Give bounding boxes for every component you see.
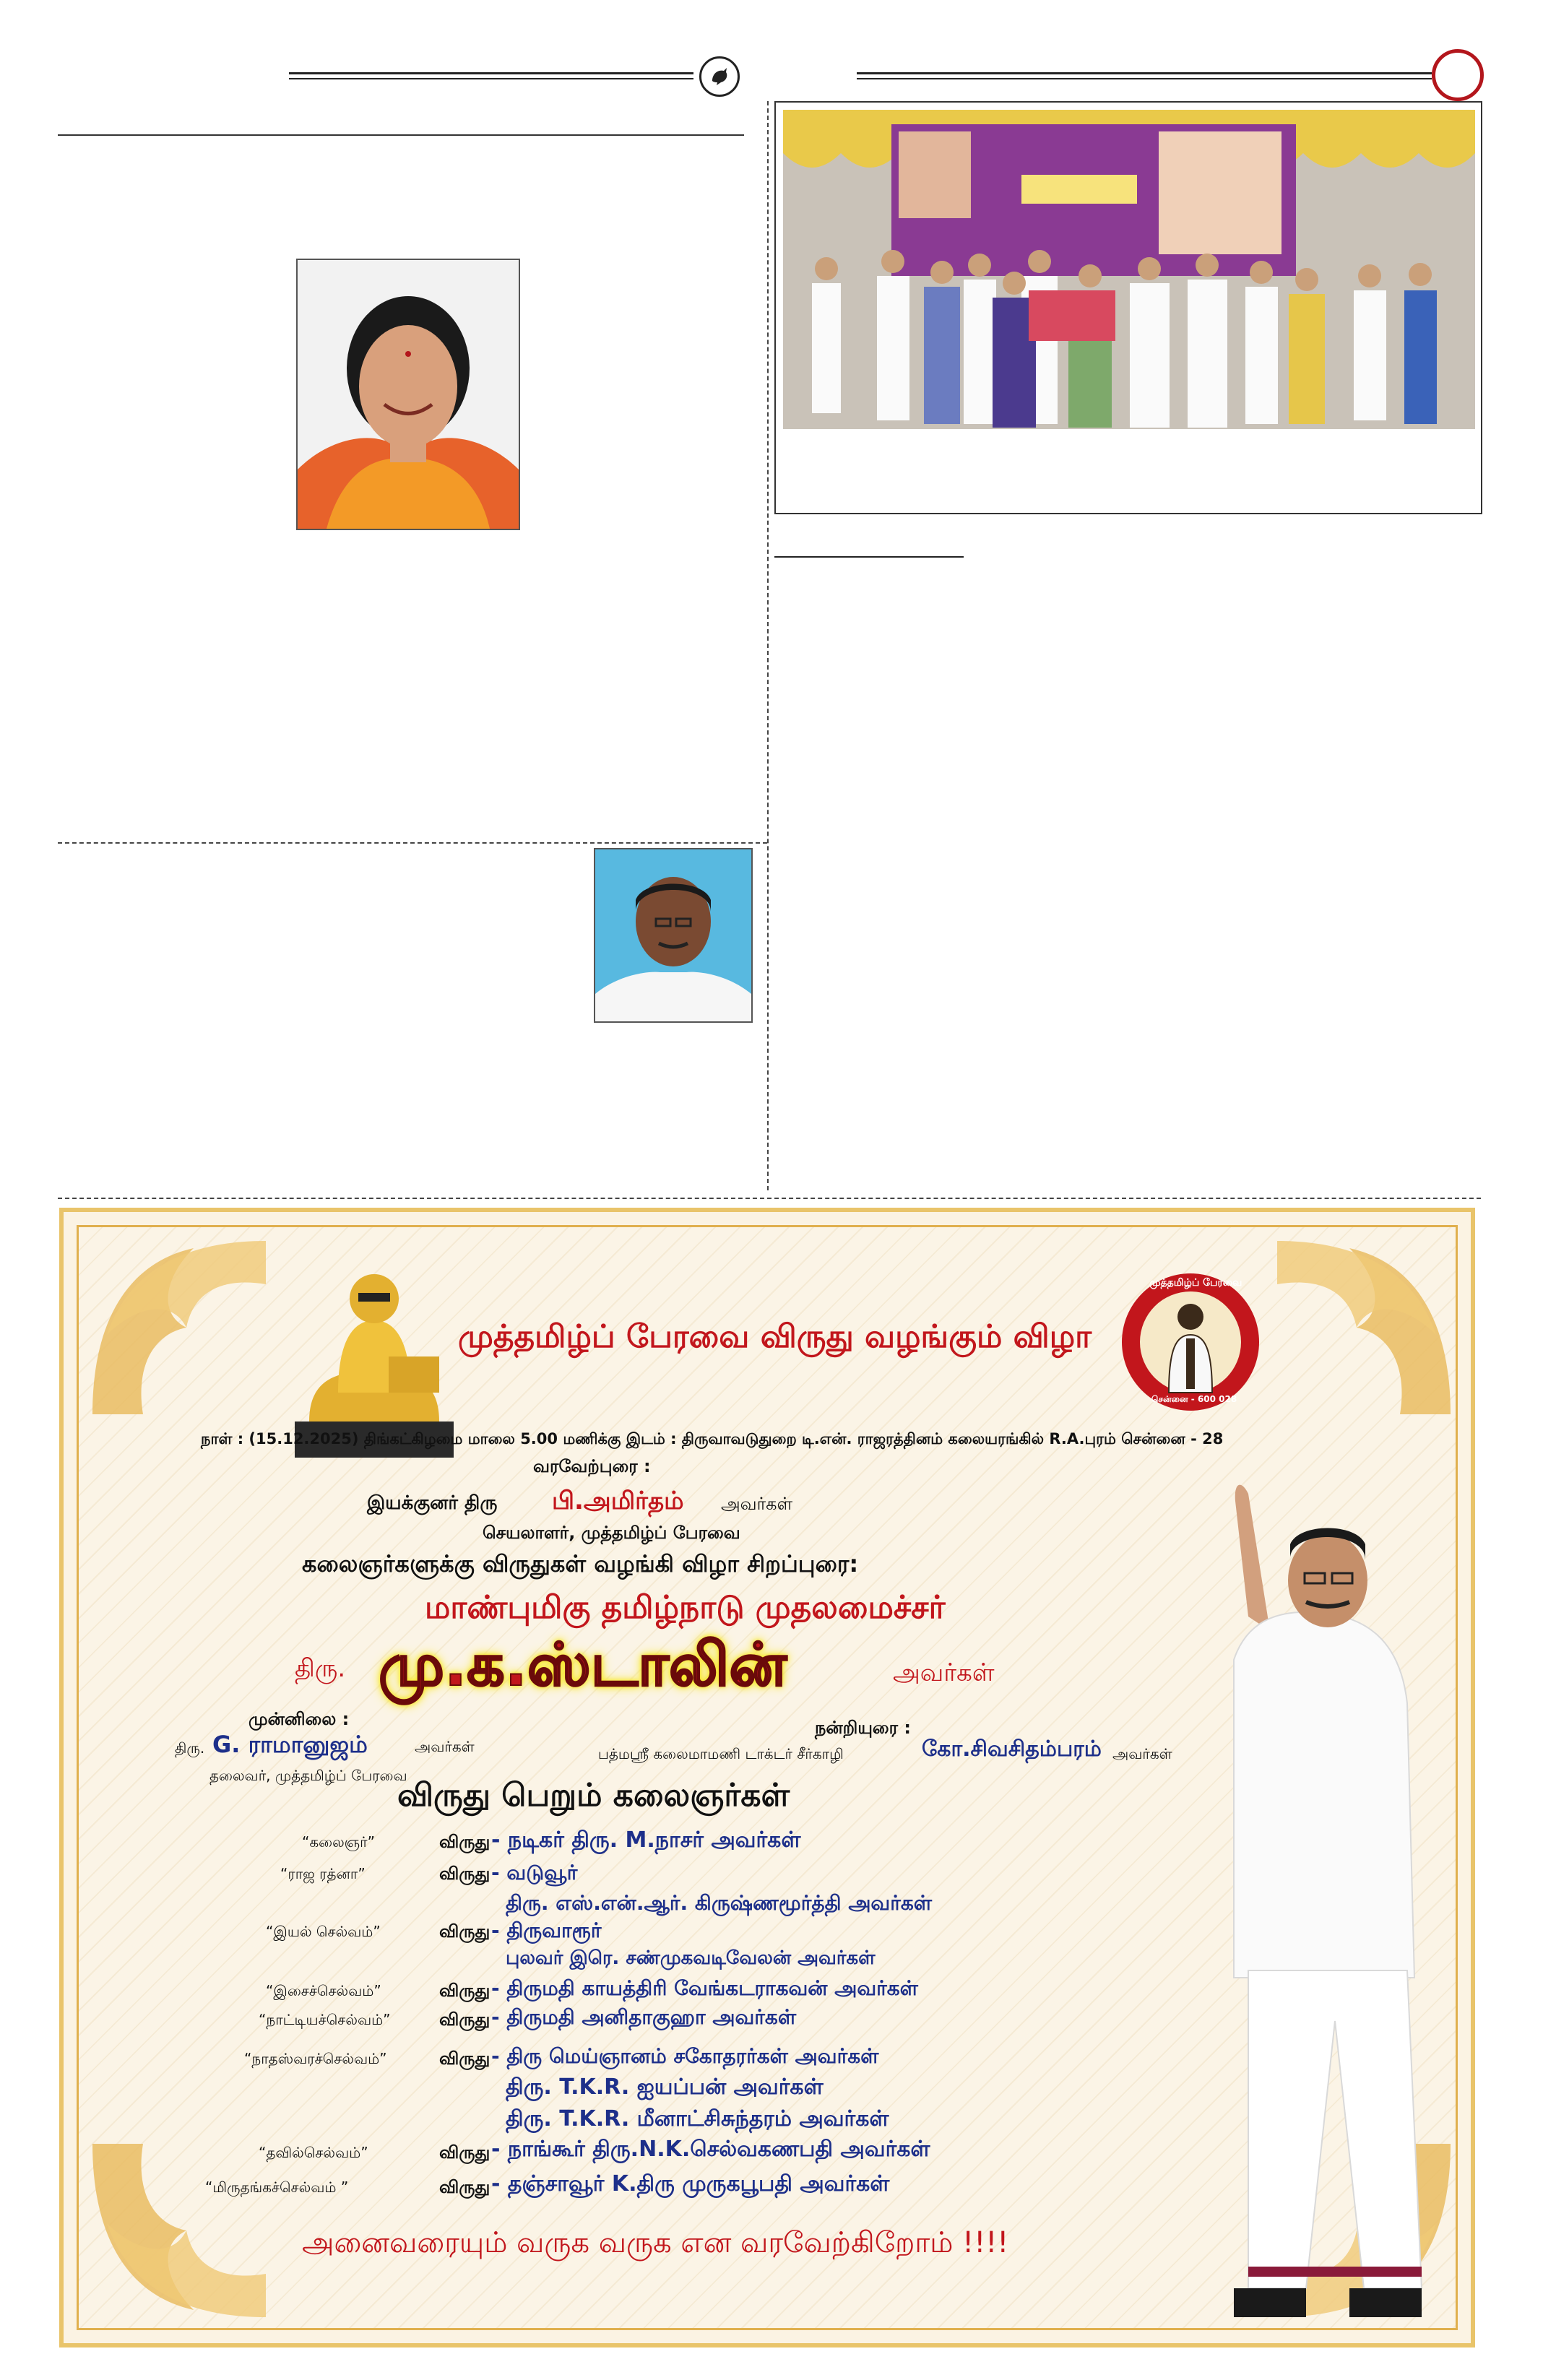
award-word: விருது: [439, 1981, 490, 2001]
muthamizh-peravai-seal-icon: [1118, 1270, 1263, 1414]
award-name: “கலைஞர்”: [302, 1833, 375, 1851]
awardee-line: திரு. T.K.R. மீனாட்சிசுந்தரம் அவர்கள்: [506, 2106, 889, 2132]
corner-flourish-top-left-icon: [85, 1234, 273, 1421]
column-divider: [767, 101, 769, 1190]
thanks-label: நன்றியுரை :: [815, 1718, 911, 1738]
awardee-line: - திருவாரூர்: [491, 1918, 602, 1942]
award-ceremony-photo: [783, 110, 1475, 429]
award-word: விருது: [439, 2142, 490, 2163]
welcome-label: வரவேற்புரை :: [533, 1456, 651, 1476]
thanks-prefix: பத்மஸ்ரீ கலைமாமணி டாக்டர் சீர்காழி: [598, 1745, 844, 1762]
award-word: விருது: [439, 2177, 490, 2197]
chief-minister-photo: [1205, 1472, 1436, 2339]
presidency-suffix: அவர்கள்: [415, 1738, 475, 1755]
seal-text: முத்தமிழ்ப் பேரவை: [1149, 1277, 1242, 1289]
event-photo-box: [774, 101, 1482, 514]
header-rule-right: [857, 72, 1432, 74]
awardee-line: திரு. T.K.R. ஐயப்பன் அவர்கள்: [506, 2074, 824, 2100]
cm-suffix: அவர்கள்: [893, 1658, 995, 1687]
welcome-prefix: இயக்குனர் திரு: [367, 1492, 498, 1514]
award-name: “நாட்டியச்செல்வம்”: [259, 2011, 391, 2028]
thanks-name: கோ.சிவசிதம்பரம்: [922, 1736, 1102, 1762]
award-name: “தவில்செல்வம்”: [259, 2144, 368, 2161]
award-word: விருது: [439, 1864, 490, 1884]
header-rule-left-under: [289, 78, 693, 79]
awardee-line: - நாங்கூர் திரு.N.K.செல்வகணபதி அவர்கள்: [491, 2137, 930, 2162]
award-name: “இசைச்செல்வம்”: [266, 1982, 381, 1999]
man-portrait-photo: [594, 848, 753, 1023]
invitation-title: முத்தமிழ்ப் பேரவை விருது வழங்கும் விழா: [458, 1318, 1092, 1355]
awardee-line: - திருமதி காயத்திரி வேங்கடராகவன் அவர்கள்: [491, 1976, 918, 2000]
award-word: விருது: [439, 2009, 490, 2030]
cm-title: மாண்புமிகு தமிழ்நாடு முதலமைச்சர்: [425, 1589, 946, 1626]
thanks-suffix: அவர்கள்: [1112, 1745, 1172, 1762]
presidency-label: முன்னிலை :: [248, 1709, 350, 1729]
welcome-role: செயலாளர், முத்தமிழ்ப் பேரவை: [483, 1523, 740, 1543]
closing-message: அனைவரையும் வருக வருக என வரவேற்கிறோம் !!!!: [302, 2226, 1009, 2259]
award-name: “ராஜ ரத்னா”: [280, 1865, 366, 1882]
corner-flourish-bottom-left-icon: [85, 2137, 273, 2324]
page-bottom-divider: [58, 1198, 1481, 1199]
welcome-suffix: அவர்கள்: [721, 1494, 793, 1514]
awardees-heading: விருது பெறும் கலைஞர்கள்: [397, 1777, 790, 1814]
award-invitation: [59, 1208, 1475, 2347]
left-column-rule: [58, 134, 744, 136]
award-name: “நாதஸ்வரச்செல்வம்”: [244, 2050, 387, 2067]
award-name: “மிருதங்கச்செல்வம் ”: [205, 2178, 349, 2196]
awardee-line: - நடிகர் திரு. M.நாசர் அவர்கள்: [491, 1827, 801, 1853]
award-word: விருது: [439, 1832, 490, 1852]
presidency-name: G. ராமானுஜம்: [212, 1731, 368, 1758]
awardee-line: திரு. எஸ்.என்.ஆர். கிருஷ்ணமூர்த்தி அவர்கள்: [506, 1891, 933, 1915]
seal-city: சென்னை - 600 028: [1151, 1394, 1237, 1404]
woman-portrait-photo: [296, 259, 520, 530]
presidency-role: தலைவர், முத்தமிழ்ப் பேரவை: [209, 1767, 407, 1784]
award-word: விருது: [439, 1921, 490, 1942]
awardee-line: - திரு மெய்ஞானம் சகோதரர்கள் அவர்கள்: [491, 2044, 879, 2068]
awardee-line: - வடுவூர்: [491, 1861, 578, 1884]
page-number-circle-icon: [1432, 49, 1484, 101]
award-word: விருது: [439, 2048, 490, 2069]
award-name: “இயல் செல்வம்”: [266, 1923, 381, 1940]
corner-flourish-top-right-icon: [1270, 1234, 1458, 1421]
special-address-label: கலைஞர்களுக்கு விருதுகள் வழங்கி விழா சிறப்புரை:: [302, 1550, 859, 1578]
awardee-line: - திருமதி அனிதாகுஹா அவர்கள்: [491, 2005, 797, 2029]
cm-prefix: திரு.: [295, 1654, 346, 1683]
rooster-emblem-icon: [699, 56, 740, 97]
cm-name: மு.க.ஸ்டாலின்: [379, 1631, 787, 1700]
date-venue: நாள் : (15.12.2025) திங்கட்கிழமை மாலை 5.00 மணிக்கு இடம் : திருவாவடுதுறை டி.என். ராஜரத்தினம் கலையரங்கில் R.A.புரம் சென்னை - 28: [201, 1430, 1224, 1448]
header-rule-left: [289, 72, 693, 74]
welcome-name: பி.அமிர்தம்: [552, 1487, 684, 1515]
left-section-divider: [58, 842, 767, 844]
awardee-line: - தஞ்சாவூர் K.திரு முருகபூபதி அவர்கள்: [491, 2171, 890, 2197]
awardee-line: புலவர் இரெ. சண்முகவடிவேலன் அவர்கள்: [506, 1947, 876, 1969]
right-column-short-rule: [774, 556, 964, 558]
presidency-prefix: திரு.: [175, 1739, 205, 1757]
header-rule-right-under: [857, 78, 1432, 79]
